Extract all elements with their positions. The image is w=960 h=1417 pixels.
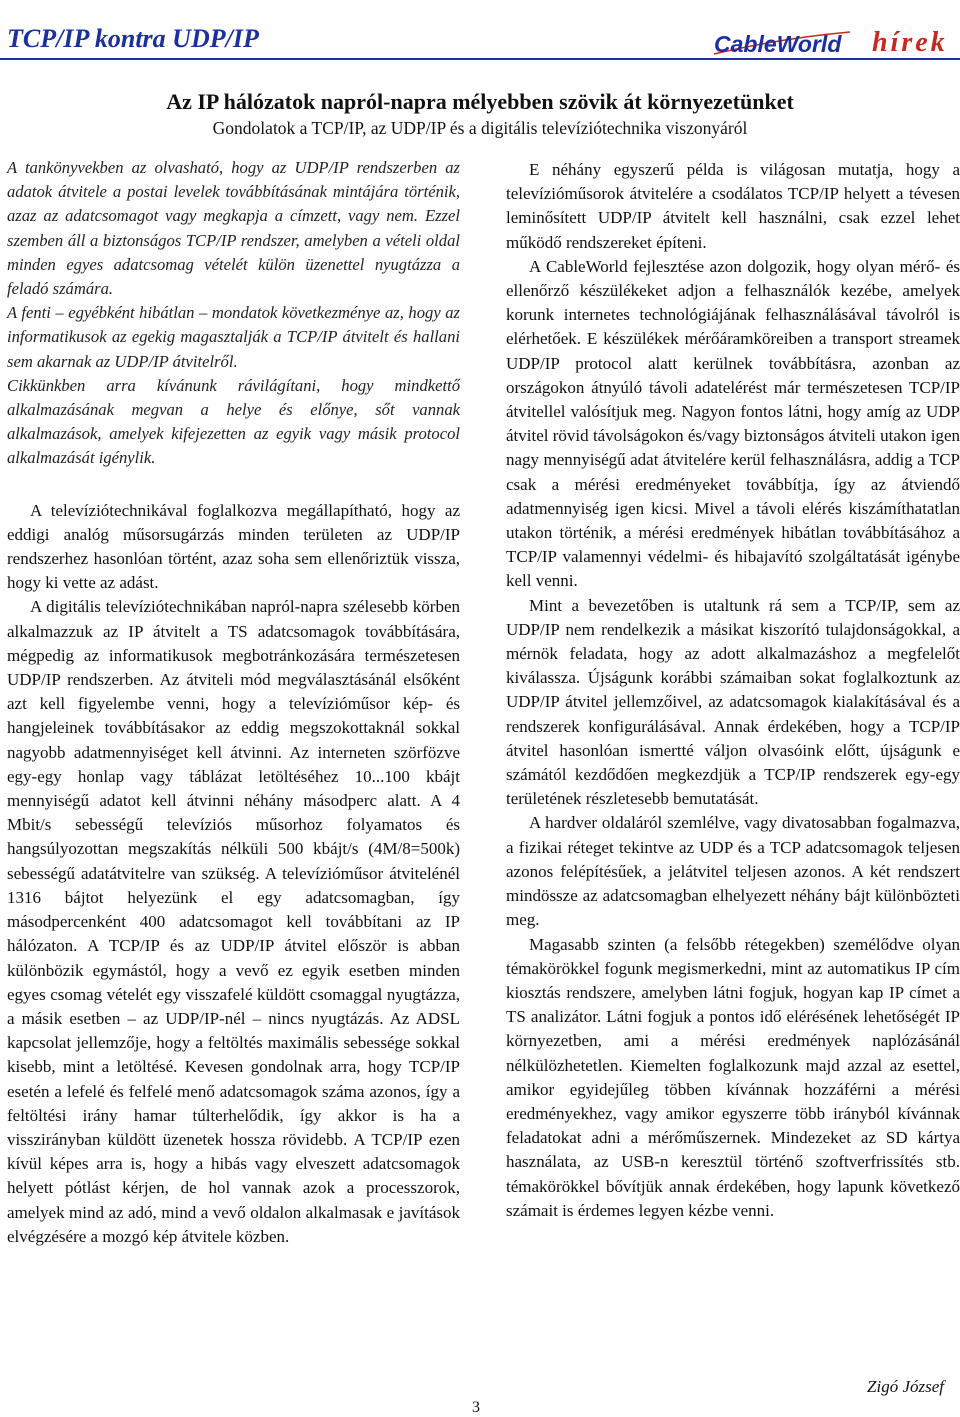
lead-paragraph: A fenti – egyébként hibátlan – mondatok következménye az, hogy az informatikusok az egekig magasztalják a TCP/IP átvitelt és hallani sem akarnak az UDP/IP átvitelről. [7,303,460,371]
body-paragraph: A hardver oldaláról szemlélve, vagy divatosabban fogalmazva, a fizikai réteget tekintve az UDP és a TCP adatcsomagok teljesen azonos felépítésűek, a jelátvitel teljesen azonos. A két rendszert mindössze az adatcsomagban elhelyezett néhány bájt különbözteti meg. [506,813,960,930]
body-paragraph: A digitális televíziótechnikában napról-napra szélesebb körben alkalmazzuk az IP átvitelt a TS adatcsomagok továbbítására, mégpedig az informatikusok megbotránkozására természetesen UDP/IP rendszerben. Az átviteli mód megválasztásánál elsőként azt kell figyelembe venni, hogy a televízióműsor kép- és hangjeleinek továbbításakor az eddig megszokottaknál sokkal nagyobb adatmennyiséget kell átvinni. Az interneten szörfözve egy-egy honlap vagy táblázat letöltéséhez 10...100 kbájt mennyiségű adatot kell átvinni néhány másodperc alatt. A 4 Mbit/s sebességű televíziós műsorhoz folyamatos és hangsúlyozottan megszakítás nélküli 500 kbájt/s (4M/8=500k) sebességű adatátvitelre van szükség. A televízióműsor átvitelénél 1316 bájtot helyezünk el egy adatcsomagban, így másodpercenként 400 adatcsomagot kell továbbítani az IP hálózaton. A TCP/IP és az UDP/IP átvitel először is abban különbözik egymástól, hogy a vevő ez egyik esetben minden egyes csomag vételét egy visszafelé küldött csomaggal nyugtázza, a másik esetben – az UDP/IP-nél – nincs nyugtázás. Az ADSL kapcsolat jellemzője, hogy a feltöltés maximális sebessége sokkal kisebb, mint a letöltésé. Kevesen gondolnak arra, hogy TCP/IP esetén a lefelé és felfelé menő adatcsomagok száma azonos, így a feltöltési irány hamar túlterhelődik, így akkor is ha a visszirányban küldött üzenetek hossza rövidebb. A TCP/IP ezen kívül képes arra is, hogy a hibás vagy elveszett adatcsomagok helyett pótlást kérjen, de hol vannak azok a processzorok, amelyek mind az adó, mind a vevő oldalon alkalmasak e javítások elvégzésére a mozgó kép átvitele közben. [7,597,460,1246]
body-paragraph: Mint a bevezetőben is utaltunk rá sem a TCP/IP, sem az UDP/IP nem rendelkezik a másikat kiszorító tulajdonságokkal, a mérnök feladata, hogy az adott alkalmazáshoz a megfelelőt kiválassza. Újságunk korábbi számaiban sokat foglalkoztunk az UDP/IP átvitel jellemzőivel, az adatcsomagok kialakításával és a rendszerek konfigurálásával. Annak érdekében, hogy a TCP/IP átvitel hasonlóan ismertté váljon olvasóink előtt, újságunk e számától kezdődően megkezdjük a TCP/IP rendszerek egy-egy területének részletesebb bemutatását. [506,595,960,809]
lead-paragraph: A tankönyvekben az olvasható, hogy az UDP/IP rendszerben az adatok átvitele a postai levelek továbbításának mintájára történik, azaz az adatcsomagot vagy megkapja a címzett, vagy nem. Ezzel szemben áll a biztonságos TCP/IP rendszer, amelyben a vételi oldal minden egyes adatcsomag vételét külön üzenettel nyugtázza a feladó számára. [7,158,460,299]
article-lead [7,156,460,471]
body-paragraph: Magasabb szinten (a felsőbb rétegekben) személődve olyan témakörökkel fogunk megismerkedni, mint az automatikus IP cím kiosztás rendszere, amelyben látni fogjuk, hogyan kap IP címet a TS analizátor. Látni fogjuk a pontos idő elérésének lehetőségét IP környezetben, ami a mérési eredmények naplózásánál nélkülözhetetlen. Kiemelten foglalkozunk majd azzal az esettel, amikor egyidejűleg többen kívánnak hozzáférni a mérési eredményekhez, vagy amikor egyszerre több irányból kívánnak feladatokat adni a mérőműszernek. Mindezeket az SD kártya használata, az USB-n keresztül történő szoftverfrissítés stb. témakörökkel bővítjük annak érdekében, hogy lapunk következő számait is érdemes legyen kézbe venni. [506,934,960,1220]
body-paragraph: E néhány egyszerű példa is világosan mutatja, hogy a televízióműsorok átvitelére a csodálatos TCP/IP helyett a tévesen leminősített UDP/IP átvitelt kell használni, csak ezzel lehet működő rendszereket építeni. [506,160,960,252]
left-column [7,156,460,1249]
article-subtitle: Gondolatok a TCP/IP, az UDP/IP és a digitális televíziótechnika viszonyáról [212,118,748,138]
article-title: Az IP hálózatok napról-napra mélyebben szövik át környezetünket [166,89,794,114]
cableworld-logo [712,28,854,58]
page-number: 3 [472,1399,480,1416]
header-title: TCP/IP kontra UDP/IP [7,24,259,53]
left-body [7,499,460,1249]
author-signature: Zigó József [867,1377,944,1396]
brand-suffix: hírek [872,27,948,58]
page-header [0,0,960,62]
body-paragraph: A CableWorld fejlesztése azon dolgozik, hogy olyan mérő- és ellenőrző készülékeket adjon a felhasználók kezébe, amelyek korunk internetes technológiájának felhasználásával távolról is elérhetőek. E készülékek mérőáramköreiben a transport streamek UDP/IP protocol alatt kerülnek továbbításra, azonban az országokon átnyúló távoli adatelérést már természetesen TCP/IP átvitellel valósítjuk meg. Nagyon fontos látni, hogy amíg az UDP átvitel rövid távolságokon és/vagy biztonságos átviteli utakon igen nagy mennyiségű adat átvitelére kerül felhasználásra, addig a TCP csak a mérési eredményeket továbbítja, így az átviendő adatmennyiség igen kicsi. Mivel a távoli elérés kiszámíthatatlan utakon történik, a mérési eredmények hibátlan továbbításához a TCP/IP valamennyi védelmi- és hibajavító szolgáltatását igénybe kell venni. [506,256,960,591]
right-column [506,158,960,1223]
brand-wordmark: CableWorld [714,31,842,57]
lead-paragraph: Cikkünkben arra kívánunk rávilágítani, hogy mindkettő alkalmazásának megvan a helye és előnye, sőt vannak alkalmazások, amelyek kifejezetten az egyik vagy másik protocol alkalmazását igénylik. [7,375,460,468]
header-divider [0,58,960,60]
body-paragraph: A televíziótechnikával foglalkozva megállapítható, hogy az eddigi analóg műsorsugárzás minden területen az UDP/IP rendszerhez hasonlóan történt, azaz soha sem ellenőriztük vissza, hogy ki vette az adást. [7,500,460,593]
